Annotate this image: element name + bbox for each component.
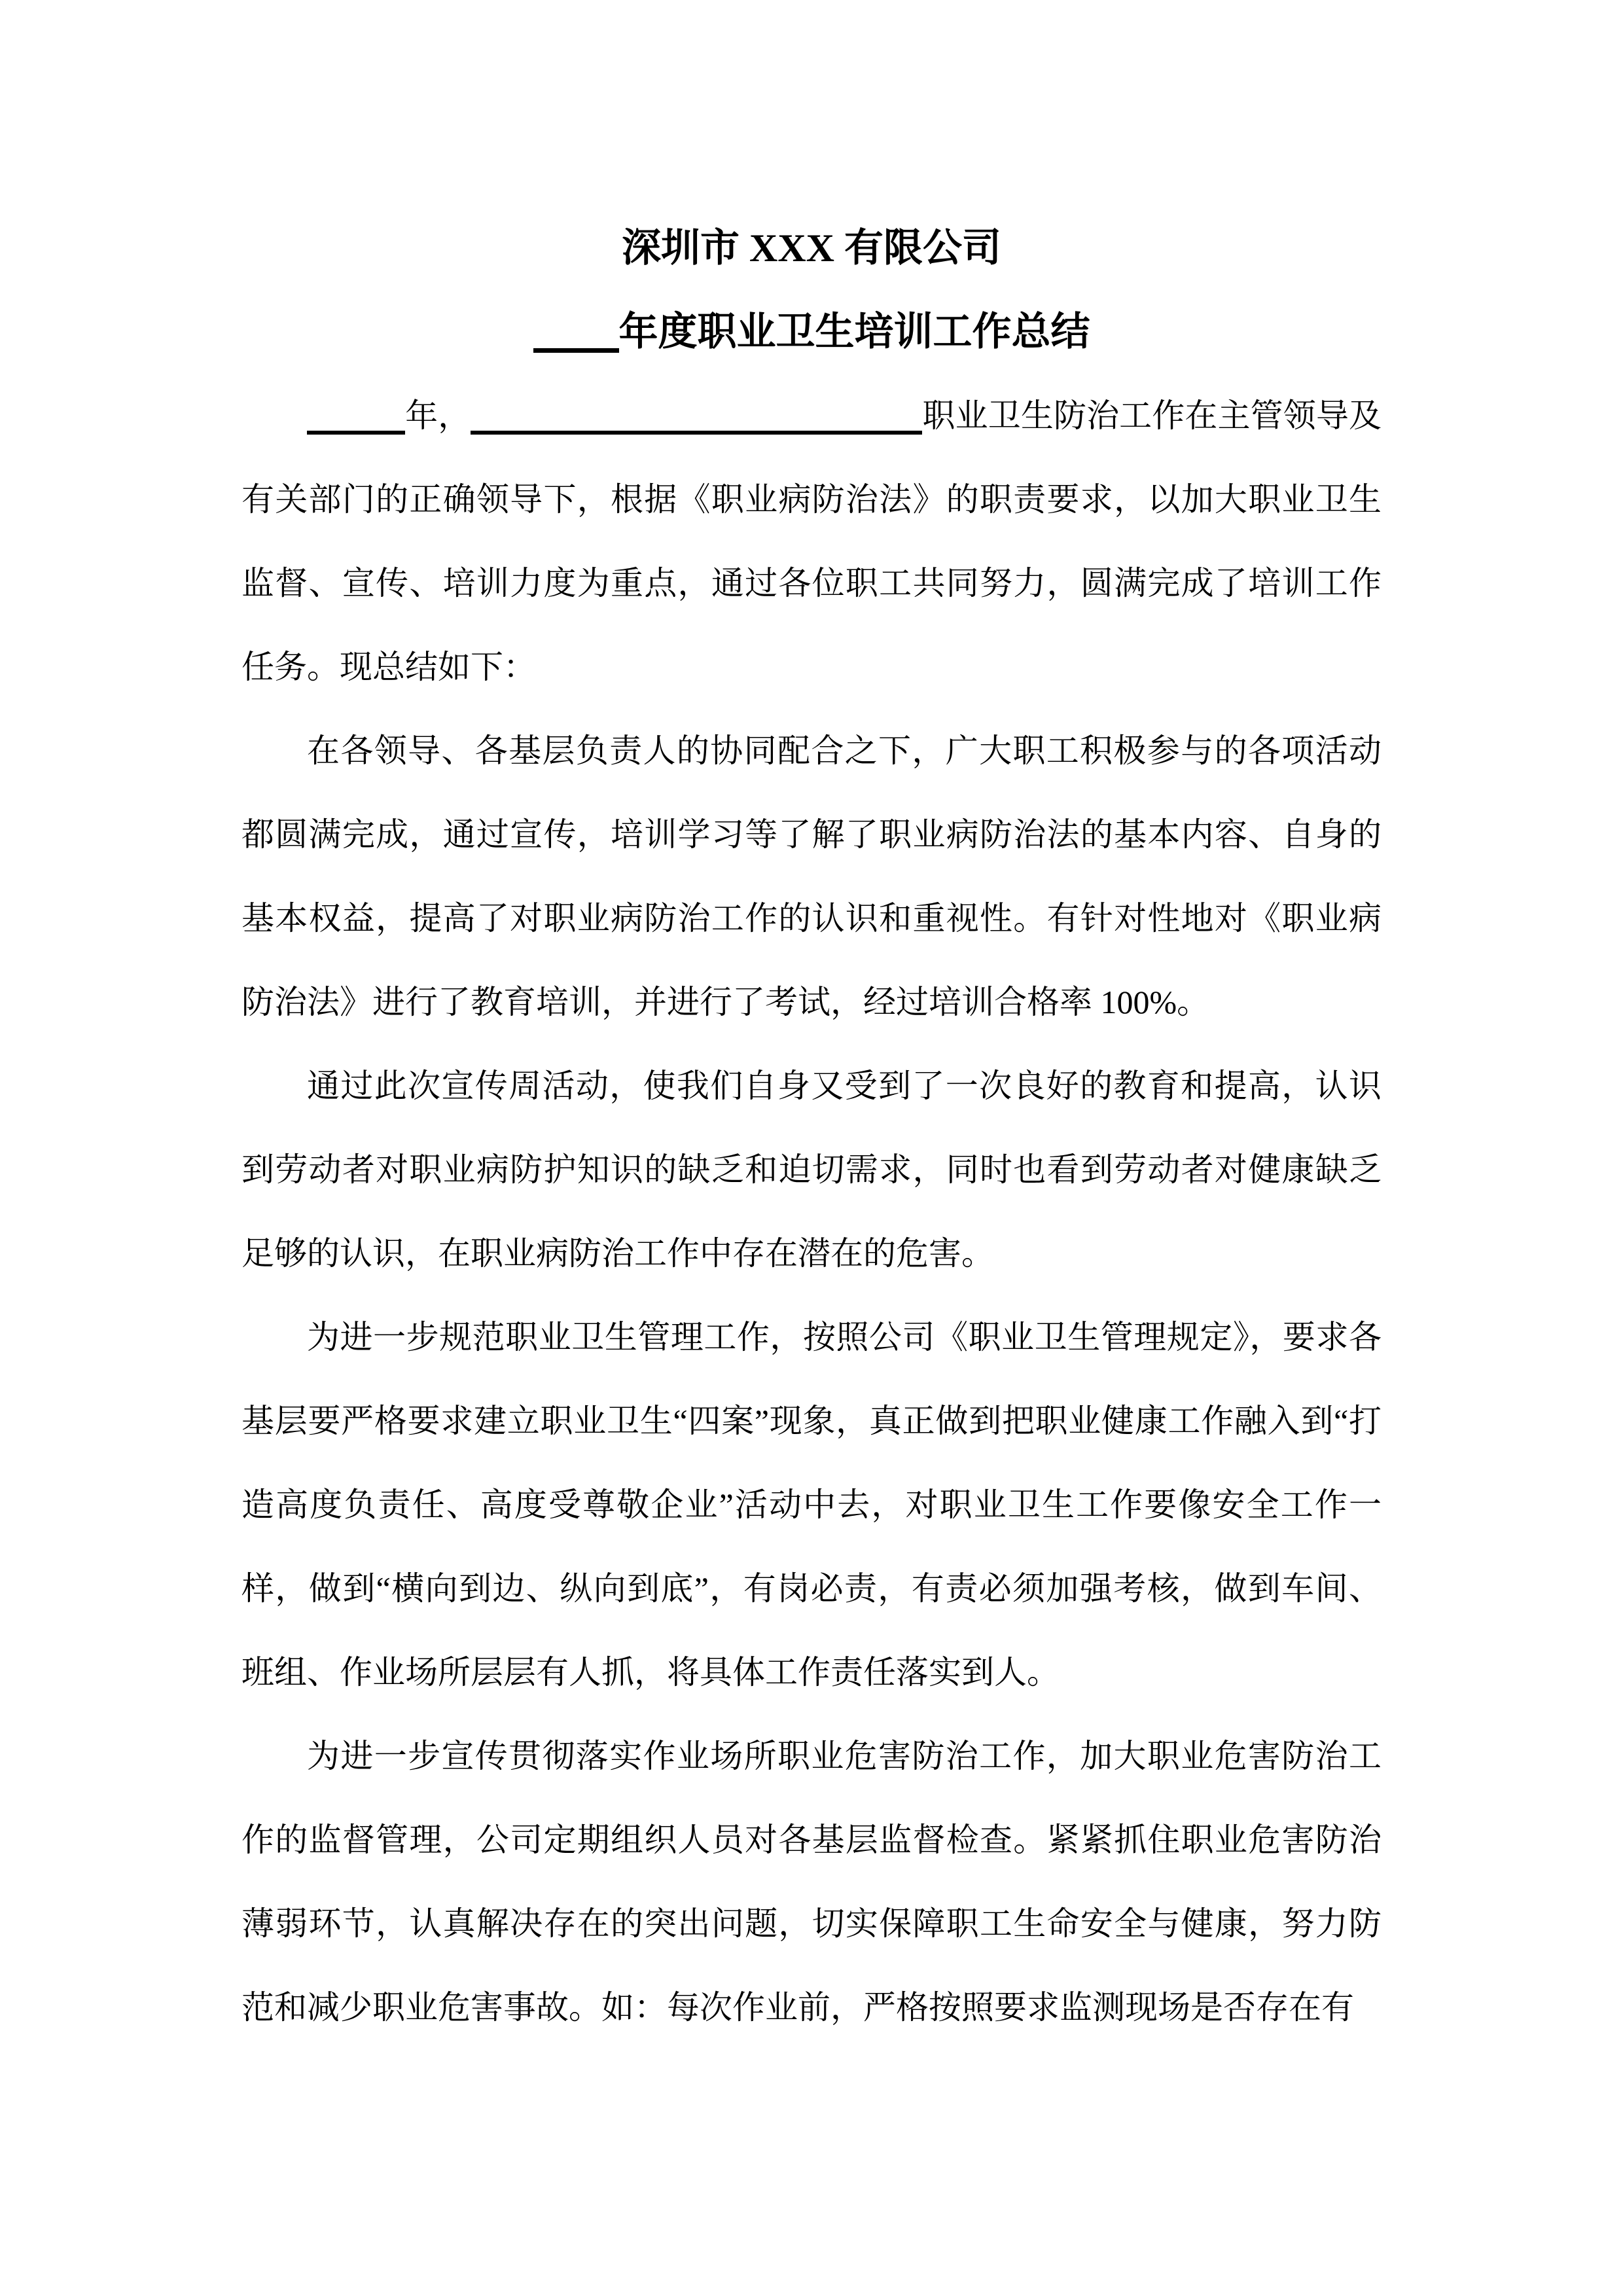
paragraph: [241, 374, 1382, 709]
paragraph-text: 在各领导、各基层负责人的协同配合之下，广大职工积极参与的各项活动都圆满完成，通过宣传，培训学习等了解了职业病防治法的基本内容、自身的基本权益，提高了对职业病防治工作的认识和重视性。有针对性地对《职业病防治法》进行了教育培训，并进行了考试，经过培训合格率 100%。: [241, 732, 1382, 1020]
document-title-line1: 深圳市 XXX 有限公司: [622, 226, 1001, 270]
paragraph: [241, 1295, 1382, 1714]
document-title-line2: [241, 290, 1382, 374]
paragraph-text: 职业卫生防治工作在主管领导及有关部门的正确领导下，根据《职业病防治法》的职责要求，以加大职业卫生监督、宣传、培训力度为重点，通过各位职工共同努力，圆满完成了培训工作任务。现总结如下：: [241, 397, 1382, 685]
paragraph: [241, 1044, 1382, 1295]
paragraph-text: 为进一步规范职业卫生管理工作，按照公司《职业卫生管理规定》，要求各基层要严格要求建立职业卫生“四案”现象，真正做到把职业健康工作融入到“打造高度负责任、高度受尊敬企业”活动中去，对职业卫生工作要像安全工作一样，做到“横向到边、纵向到底”，有岗必责，有责必须加强考核，做到车间、班组、作业场所层层有人抓，将具体工作责任落实到人。: [241, 1319, 1382, 1691]
fill-in-blank: [307, 398, 405, 435]
fill-in-blank: [471, 398, 922, 435]
title-fill-in-blank: [533, 310, 619, 353]
document-content: [241, 206, 1382, 2049]
paragraph-text: 为进一步宣传贯彻落实作业场所职业危害防治工作，加大职业危害防治工作的监督管理，公司定期组织人员对各基层监督检查。紧紧抓住职业危害防治薄弱环节，认真解决存在的突出问题，切实保障职工生命安全与健康，努力防范和减少职业危害事故。如：每次作业前，严格按照要求监测现场是否存在有: [241, 1738, 1382, 2026]
paragraph: [241, 1714, 1382, 2049]
paragraph: [241, 709, 1382, 1044]
paragraph-text: 年，: [405, 397, 471, 434]
paragraph-text: 通过此次宣传周活动，使我们自身又受到了一次良好的教育和提高，认识到劳动者对职业病防护知识的缺乏和迫切需求，同时也看到劳动者对健康缺乏足够的认识，在职业病防治工作中存在潜在的危害。: [241, 1067, 1382, 1272]
document-body: [241, 374, 1382, 2049]
document-title-line2-text: 年度职业卫生培训工作总结: [618, 310, 1090, 353]
